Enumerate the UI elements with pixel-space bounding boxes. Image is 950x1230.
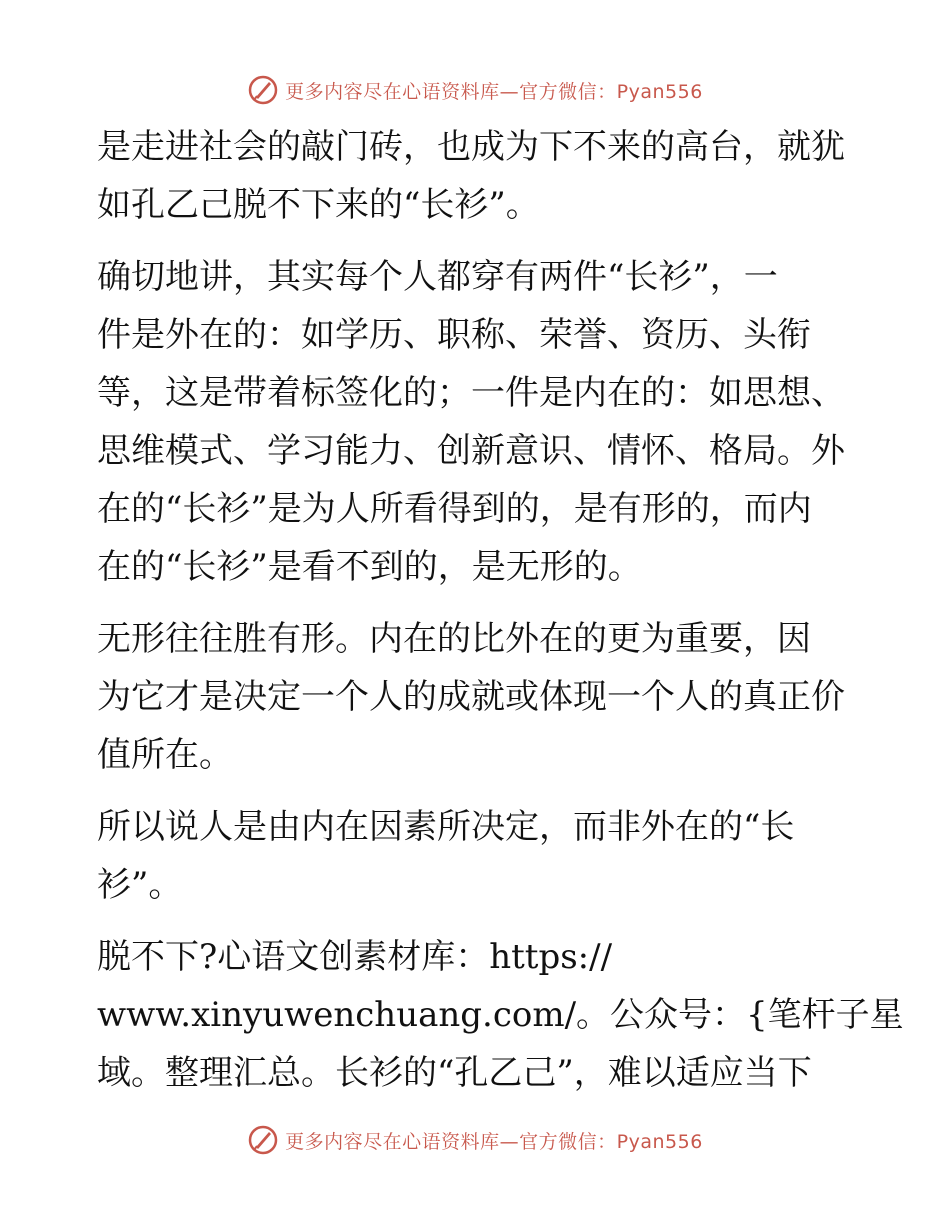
text-line: 值所在。 — [97, 735, 233, 775]
text-line: 无形往往胜有形。内在的比外在的更为重要，因 — [97, 619, 811, 659]
text-line: 域。整理汇总。长衫的“孔乙己”，难以适应当下 — [97, 1053, 812, 1093]
text-line: 在的“长衫”是为人所看得到的，是有形的，而内 — [97, 489, 812, 529]
watermark-text: 更多内容尽在心语资料库—官方微信：Pyan556 — [285, 80, 703, 103]
watermark-text: 更多内容尽在心语资料库—官方微信：Pyan556 — [285, 1130, 703, 1153]
feather-pen-logo-icon — [247, 1124, 279, 1156]
text-line: 等，这是带着标签化的；一件是内在的：如思想、 — [97, 373, 845, 413]
watermark-footer — [0, 1120, 950, 1160]
paragraph-5 — [97, 928, 904, 1102]
document-body — [97, 118, 904, 1102]
paragraph-1 — [97, 118, 853, 234]
watermark-header — [0, 70, 950, 110]
text-line: 件是外在的：如学历、职称、荣誉、资历、头衔 — [97, 315, 811, 355]
feather-pen-logo-icon — [247, 74, 279, 106]
text-line: 思维模式、学习能力、创新意识、情怀、格局。外 — [97, 431, 845, 471]
paragraph-2 — [97, 248, 853, 596]
paragraph-3 — [97, 610, 853, 784]
text-line: 所以说人是由内在因素所决定，而非外在的“长 — [97, 807, 795, 847]
text-line: 是走进社会的敲门砖，也成为下不来的高台，就犹 — [97, 127, 845, 167]
text-line: 为它才是决定一个人的成就或体现一个人的真正价 — [97, 677, 845, 717]
text-line: 如孔乙己脱不下来的“长衫”。 — [97, 185, 540, 225]
text-line: 在的“长衫”是看不到的，是无形的。 — [97, 547, 642, 587]
url-text-line: www.xinyuwenchuang.com/。公众号：{笔杆子星 — [97, 995, 904, 1035]
text-line: 衫”。 — [97, 865, 183, 905]
text-line: 确切地讲，其实每个人都穿有两件“长衫”，一 — [97, 257, 778, 297]
text-line: 脱不下?心语文创素材库：https:// — [97, 937, 613, 977]
paragraph-4 — [97, 798, 853, 914]
